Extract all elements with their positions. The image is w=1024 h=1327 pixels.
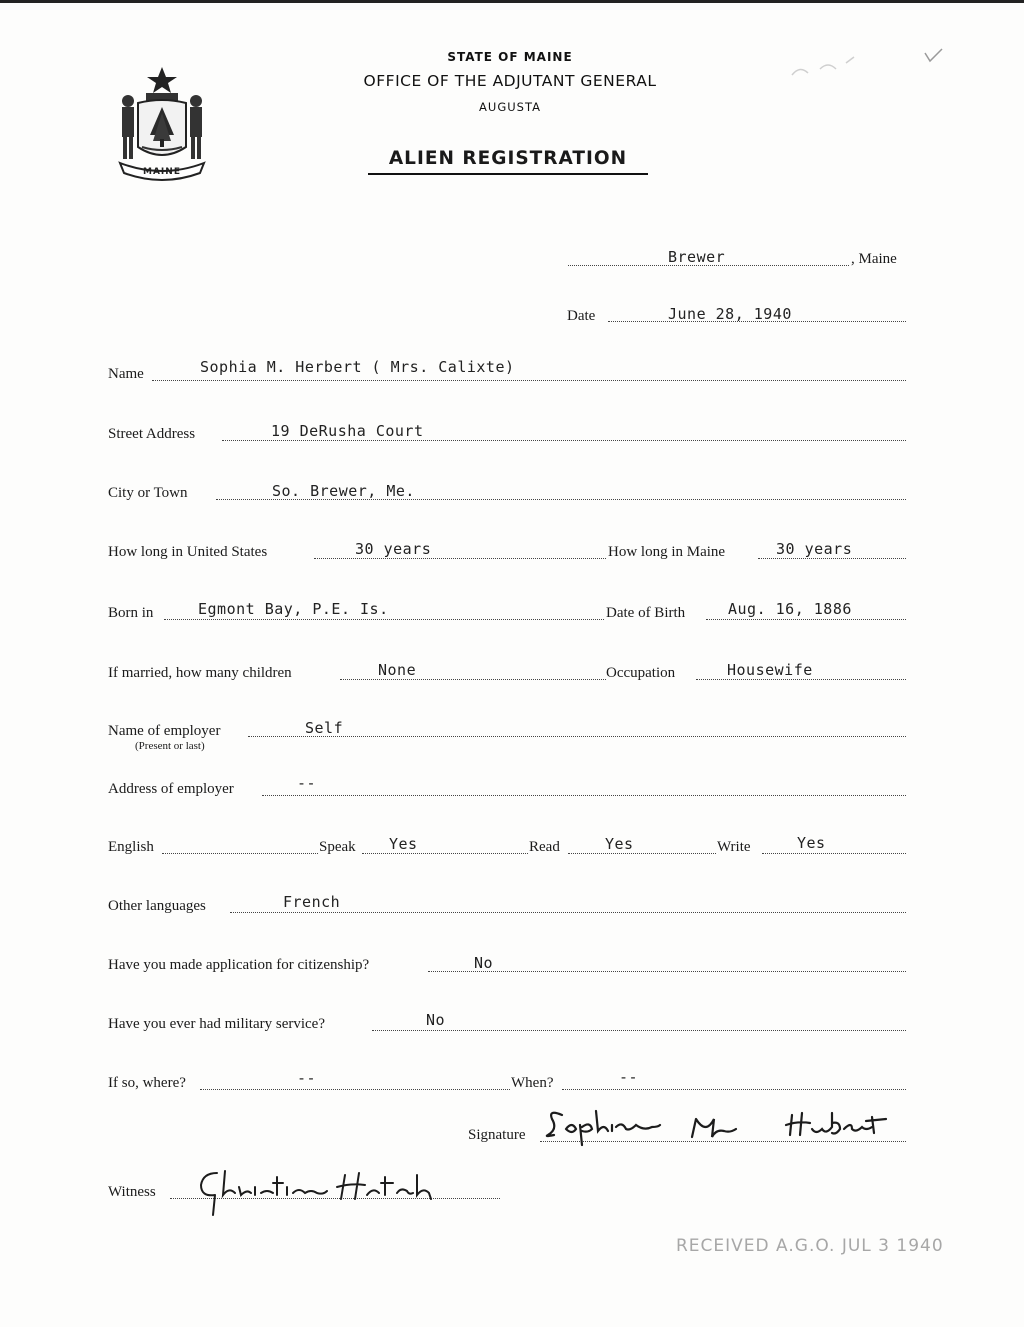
signature-handwriting bbox=[540, 1101, 910, 1151]
us-value: 30 years bbox=[355, 540, 432, 558]
write-value: Yes bbox=[797, 834, 826, 852]
street-value: 19 DeRusha Court bbox=[271, 422, 424, 440]
employer-sublabel: (Present or last) bbox=[135, 740, 205, 752]
pencil-mark-icon bbox=[780, 43, 950, 93]
street-label: Street Address bbox=[108, 426, 196, 442]
employer-address-value: -- bbox=[297, 774, 317, 792]
born-line bbox=[164, 619, 604, 620]
write-label: Write bbox=[717, 839, 751, 855]
read-line bbox=[568, 853, 716, 854]
where-value: -- bbox=[297, 1069, 317, 1087]
military-line bbox=[372, 1030, 906, 1031]
city-label: City or Town bbox=[108, 485, 188, 501]
citizenship-line bbox=[428, 971, 906, 972]
maine-state-seal-icon bbox=[108, 63, 216, 183]
employer-label: Name of employer bbox=[108, 723, 221, 739]
born-label: Born in bbox=[108, 605, 154, 621]
received-stamp: RECEIVED A.G.O. JUL 3 1940 bbox=[676, 1236, 944, 1256]
children-value: None bbox=[378, 661, 417, 679]
born-value: Egmont Bay, P.E. Is. bbox=[198, 600, 389, 618]
other-languages-label: Other languages bbox=[108, 898, 206, 914]
us-label: How long in United States bbox=[108, 544, 268, 560]
header-office: OFFICE OF THE ADJUTANT GENERAL bbox=[363, 72, 657, 90]
where-label: If so, where? bbox=[108, 1075, 186, 1091]
english-line bbox=[162, 853, 318, 854]
speak-label: Speak bbox=[319, 839, 356, 855]
employer-value: Self bbox=[305, 719, 344, 737]
write-line bbox=[762, 853, 906, 854]
name-label: Name bbox=[108, 366, 144, 382]
date-value: June 28, 1940 bbox=[668, 305, 792, 323]
other-languages-value: French bbox=[283, 893, 341, 911]
form-title: ALIEN REGISTRATION bbox=[368, 148, 648, 175]
occupation-label: Occupation bbox=[606, 665, 676, 681]
employer-line bbox=[248, 736, 906, 737]
read-value: Yes bbox=[605, 835, 634, 853]
maine-label: How long in Maine bbox=[608, 544, 726, 560]
svg-text:MAINE: MAINE bbox=[143, 167, 181, 177]
witness-handwriting bbox=[195, 1163, 455, 1219]
dob-label: Date of Birth bbox=[606, 605, 686, 621]
place-suffix: , Maine bbox=[851, 251, 897, 267]
other-languages-line bbox=[230, 912, 906, 913]
witness-label: Witness bbox=[108, 1184, 156, 1200]
name-line bbox=[152, 380, 906, 381]
dob-line bbox=[706, 619, 906, 620]
when-line bbox=[562, 1089, 906, 1090]
english-label: English bbox=[108, 839, 154, 855]
employer-address-label: Address of employer bbox=[108, 781, 234, 797]
name-value: Sophia M. Herbert ( Mrs. Calixte) bbox=[200, 358, 515, 376]
place-value: Brewer bbox=[668, 248, 726, 266]
citizenship-value: No bbox=[474, 954, 494, 972]
header-state: STATE OF MAINE bbox=[447, 50, 573, 64]
employer-address-line bbox=[262, 795, 906, 796]
date-label: Date bbox=[567, 308, 596, 324]
maine-value: 30 years bbox=[776, 540, 853, 558]
signature-label: Signature bbox=[468, 1127, 526, 1143]
citizenship-label: Have you made application for citizenship? bbox=[108, 957, 370, 973]
us-line bbox=[314, 558, 606, 559]
header-city: AUGUSTA bbox=[479, 100, 541, 114]
where-line bbox=[200, 1089, 510, 1090]
city-value: So. Brewer, Me. bbox=[272, 482, 415, 500]
maine-line bbox=[758, 558, 906, 559]
occupation-value: Housewife bbox=[727, 661, 813, 679]
speak-line bbox=[362, 853, 528, 854]
street-line bbox=[222, 440, 906, 441]
when-label: When? bbox=[511, 1075, 554, 1091]
military-value: No bbox=[426, 1011, 446, 1029]
read-label: Read bbox=[529, 839, 560, 855]
dob-value: Aug. 16, 1886 bbox=[728, 600, 852, 618]
occupation-line bbox=[696, 679, 906, 680]
when-value: -- bbox=[619, 1068, 639, 1086]
military-label: Have you ever had military service? bbox=[108, 1016, 325, 1032]
speak-value: Yes bbox=[389, 835, 418, 853]
children-label: If married, how many children bbox=[108, 665, 292, 681]
children-line bbox=[340, 679, 606, 680]
